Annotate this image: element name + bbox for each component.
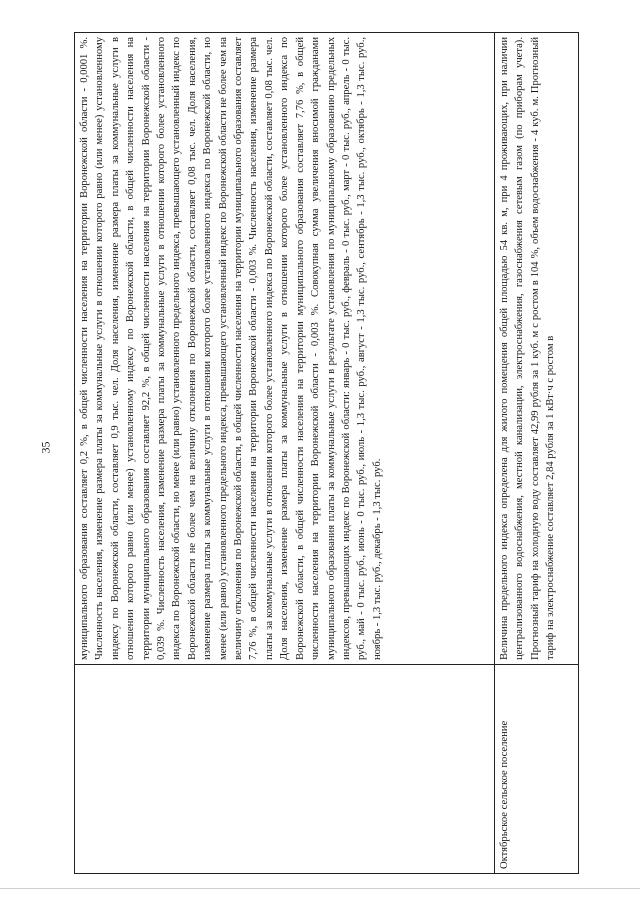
table-row xyxy=(495,33,579,874)
document-table xyxy=(74,32,579,874)
description-cell: муниципального образования составляет 0,2 %, в общей численности населения на территории Воронежской области - 0,0001 %. Численность населения, изменение размера платы за коммунальные услуги в отношении которого равно (или менее) установленному индексу по Воронежской области, составляет 0,9 тыс. чел. Доля населения, изменение размера платы за коммунальные услуги в отношении которого равно (или менее) установленному индексу по Воронежской области, в общей численности населения на территории муниципального образования составляет 92,2 %, в общей численности населения на территории Воронежской области - 0,039 %. Численность населения, изменение размера платы за коммунальные услуги в отношении которого более установленного индекса по Воронежской области, но менее (или равно) установленного предельного индекса, превышающего установленный индекс по Воронежской области не более чем на величину отклонения по Воронежской области, составляет 0,08 тыс. чел. Доля населения, изменение размера платы за коммунальные услуги в отношении которого более установленного индекса по Воронежской области, но менее (или равно) установленного предельного индекса, превышающего установленный индекс по Воронежской области не более чем на величину отклонения по Воронежской области, в общей численности населения на территории муниципального образования составляет 7,76 %, в общей численности населения на территории Воронежской области - 0,003 %. Численность населения, изменение размера платы за коммунальные услуги в отношении которого более установленного индекса по Воронежской области, составляет 0,08 тыс. чел. Доля населения, изменение размера платы за коммунальные услуги в отношении которого более установленного индекса по Воронежской области, в общей численности населения на территории муниципального образования составляет 7,76 %, в общей численности населения на территории Воронежской области - 0,003 %. Совокупная сумма увеличения вносимой гражданами муниципального образования платы за коммунальные услуги в результате установления по муниципальному образованию предельных индексов, превышающих индекс по Воронежской области: январь - 0 тыс. руб., февраль - 0 тыс. руб., март - 0 тыс. руб., апрель - 0 тыс. руб., май - 0 тыс. руб., июнь - 0 тыс. руб., июль - 1,3 тыс. руб., август - 1,3 тыс. руб., сентябрь - 1,3 тыс. руб., октябрь - 1,3 тыс. руб., ноябрь - 1,3 тыс. руб., декабрь - 1,3 тыс. руб. xyxy=(75,33,495,665)
settlement-name-cell: Октябрьское сельское поселение xyxy=(495,665,579,874)
rotated-page-content xyxy=(74,32,578,874)
settlement-name-cell xyxy=(75,665,495,874)
description-cell: Величина предельного индекса определена для жилого помещения общей площадью 54 кв. м, при 4 проживающих, при наличии централизованного водоснабжения, местной канализации, электроснабжения, газоснабжения сетевым газом (по приборам учета). Прогнозный тариф на холодную воду составляет 42,99 рубля за 1 куб. м с ростом в 104 %, объем водоснабжения - 4 куб. м. Прогнозный тариф на электроснабжение составляет 2,84 рубля за 1 кВт·ч с ростом в xyxy=(495,33,579,665)
scan-edge-line xyxy=(0,888,640,889)
table-row xyxy=(75,33,495,874)
page-number: 35 xyxy=(38,441,53,454)
